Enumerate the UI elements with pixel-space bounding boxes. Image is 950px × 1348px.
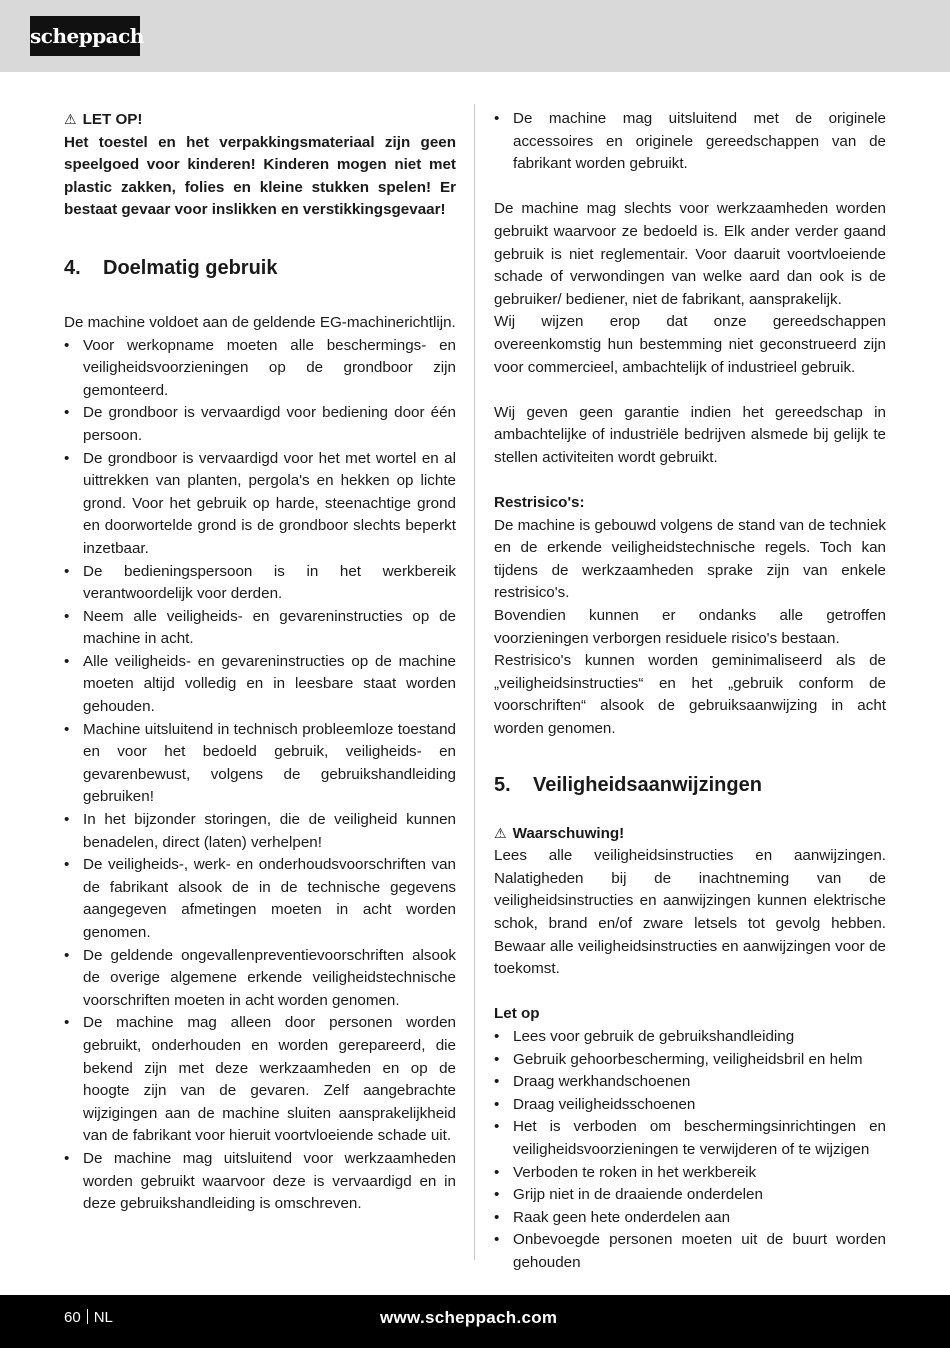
scheppach-logo (30, 16, 144, 56)
bullet-icon: • (494, 1073, 500, 1091)
restrisico-paragraph-1: De machine is gebouwd volgens de stand van de techniek en de erkende veiligheidstechnische regels. Toch kan tijdens de werkzaamheden sprake zijn van enkele restrisico's. (494, 516, 886, 602)
restrisico-heading: Restrisico's: (494, 494, 585, 512)
bullet-icon: • (64, 946, 70, 964)
section-number: 5. (494, 773, 511, 796)
list-item: • De machine mag uitsluitend met de originele accessoires en originele gereedschappen van de fabrikant worden gebruikt. (494, 110, 886, 173)
bullet-icon: • (64, 856, 70, 874)
warning-title: Waarschuwing! (512, 824, 625, 842)
list-item: • De bedieningspersoon is in het werkbereik verantwoordelijk voor derden. (64, 562, 456, 603)
list-item: • Onbevoegde personen moeten uit de buurt worden gehouden (494, 1231, 886, 1271)
page-number: 60 (64, 1309, 81, 1326)
language-code: NL (93, 1309, 113, 1326)
column-divider (474, 104, 475, 1260)
list-item: • Draag werkhandschoenen (494, 1071, 886, 1094)
list-item: • Verboden te roken in het werkbereik (494, 1162, 886, 1185)
section-title: Veiligheidsaanwijzingen (533, 773, 762, 796)
page-number-label (64, 1295, 113, 1341)
bullet-icon: • (64, 449, 70, 467)
restrisico-paragraph-2: Bovendien kunnen er ondanks alle getroffen voorzieningen verborgen residuele risico's bestaan. (494, 607, 886, 647)
warning-triangle-icon: ⚠ (494, 824, 507, 841)
restrisico-paragraph-3: Restrisico's kunnen worden geminimaliseerd als de „veiligheidsinstructies“ en het „gebruik conform de voorschriften“ alsook de gebruiksaanwijzing in acht worden genomen. (494, 652, 886, 738)
footer-separator (87, 1309, 88, 1324)
bullet-icon: • (494, 110, 500, 127)
list-item: • De geldende ongevallenpreventievoorschriften alsook de overige algemene erkende veiligheidstechnische voorschriften moeten in acht worden genomen. (64, 946, 456, 1009)
section-title: Doelmatig gebruik (103, 256, 278, 279)
bullet-icon: • (494, 1208, 500, 1226)
bullet-icon: • (64, 336, 70, 354)
page-header (0, 0, 950, 72)
bullet-icon: • (64, 720, 70, 738)
usage-bullet-list (64, 335, 456, 1216)
warning-heading (64, 108, 456, 132)
list-item: • Voor werkopname moeten alle beschermings- en veiligheidsvoorzieningen op de grondboor zijn gemonteerd. (64, 336, 456, 399)
bullet-icon: • (64, 562, 70, 580)
website-link[interactable]: www.scheppach.com (380, 1308, 558, 1327)
section-number: 4. (64, 256, 81, 279)
list-item: • De grondboor is vervaardigd voor het met wortel en al uittrekken van planten, pergola's en hekken op lichte grond. Voor het gebruik op harde, steenachtige grond en doorwortelde grond is de grondboor slechts beperkt inzetbaar. (64, 449, 456, 557)
bullet-icon: • (494, 1186, 500, 1204)
bullet-icon: • (64, 607, 70, 625)
list-item: • De machine mag uitsluitend voor werkzaamheden worden gebruikt waarvoor deze is vervaardigd en in deze gebruikshandleiding is omschreven. (64, 1149, 456, 1213)
list-item: • Lees voor gebruik de gebruikshandleiding (494, 1026, 886, 1049)
bullet-icon: • (494, 1050, 500, 1068)
bullet-icon: • (64, 811, 70, 829)
commercial-use-paragraph: Wij wijzen erop dat onze gereedschappen overeenkomstig hun bestemming niet geconstrueerd zijn voor commercieel, ambachtelijk of industrieel gebruik. (494, 313, 886, 376)
intended-use-paragraph: De machine mag slechts voor werkzaamheden worden gebruikt waarvoor ze bedoeld is. Elk ander verder gaand gebruik is niet reglementair. Voor daaruit voortvloeiende schade of verwondingen van welke aard dan ook is de gebruiker/ bediener, niet de fabrikant, aansprakelijk. (494, 200, 886, 308)
list-item: • Machine uitsluitend in technisch probleemloze toestand en voor het bedoeld gebruik, veiligheids- en gevarenbewust, volgens de gebruikshandleiding gebruiken! (64, 720, 456, 806)
list-item: • Neem alle veiligheids- en gevareninstructies op de machine in acht. (64, 607, 456, 648)
bullet-icon: • (494, 1095, 500, 1113)
bullet-icon: • (494, 1118, 500, 1136)
letop-heading: Let op (494, 1005, 540, 1023)
warning-triangle-icon: ⚠ (64, 111, 77, 127)
bullet-icon: • (494, 1163, 500, 1181)
bullet-icon: • (64, 1149, 70, 1167)
bullet-icon: • (64, 404, 70, 422)
accessories-bullet-list (494, 108, 886, 176)
list-item: • De grondboor is vervaardigd voor bediening door één persoon. (64, 404, 456, 444)
bullet-icon: • (494, 1027, 500, 1045)
warning-text: Lees alle veiligheidsinstructies en aanwijzingen. Nalatigheden bij de inachtneming van de veiligheidsinstructies en aanwijzingen kunnen elektrische schok, brand en/of zware letsels tot gevolg hebben. Bewaar alle veiligheidsinstructies en aanwijzingen voor de toekomst. (494, 847, 886, 978)
warning-heading (494, 822, 886, 846)
list-item: • De veiligheids-, werk- en onderhoudsvoorschriften van de fabrikant alsook de in de technische gegevens aangegeven afmetingen moeten in acht worden genomen. (64, 856, 456, 941)
list-item: • Alle veiligheids- en gevareninstructies op de machine moeten altijd volledig en in leesbare staat worden gehouden. (64, 652, 456, 716)
list-item: • In het bijzonder storingen, die de veiligheid kunnen benadelen, direct (laten) verhelpen! (64, 811, 456, 851)
intro-paragraph: De machine voldoet aan de geldende EG-machinerichtlijn. (64, 313, 456, 331)
right-column (494, 108, 886, 1275)
bullet-icon: • (64, 1014, 70, 1032)
left-column (64, 108, 456, 1216)
section-4-heading (64, 255, 456, 281)
letop-bullet-list (494, 1026, 886, 1275)
list-item: • Raak geen hete onderdelen aan (494, 1207, 886, 1230)
warning-text: Het toestel en het verpakkingsmateriaal zijn geen speelgoed voor kinderen! Kinderen mogen niet met plastic zakken, folies en kleine stukken spelen! Er bestaat gevaar voor inslikken en verstikkingsgevaar! (64, 133, 456, 219)
section-5-heading (494, 772, 886, 798)
page-footer (0, 1295, 950, 1348)
list-item: • Gebruik gehoorbescherming, veiligheidsbril en helm (494, 1049, 886, 1072)
warning-title: LET OP! (82, 111, 143, 128)
bullet-icon: • (494, 1231, 500, 1249)
list-item: • Grijp niet in de draaiende onderdelen (494, 1184, 886, 1207)
warranty-paragraph: Wij geven geen garantie indien het gereedschap in ambachtelijke of industriële bedrijven alsmede bij gelijk te stellen activiteiten wordt gebruikt. (494, 403, 886, 466)
list-item: • Het is verboden om beschermingsinrichtingen en veiligheidsvoorzieningen te verwijderen of te wijzigen (494, 1118, 886, 1158)
list-item: • Draag veiligheidsschoenen (494, 1094, 886, 1117)
bullet-icon: • (64, 652, 70, 670)
list-item: • De machine mag alleen door personen worden gebruikt, onderhouden en worden gerepareerd, die bekend zijn met deze werkzaamheden en op de hoogte zijn van de gevaren. Zelf aangebrachte wijzigingen aan de machine sluiten aansprakelijkheid van de fabrikant voor hieruit voortvloeiende schade uit. (64, 1014, 456, 1145)
logo-text: scheppach (30, 24, 144, 48)
